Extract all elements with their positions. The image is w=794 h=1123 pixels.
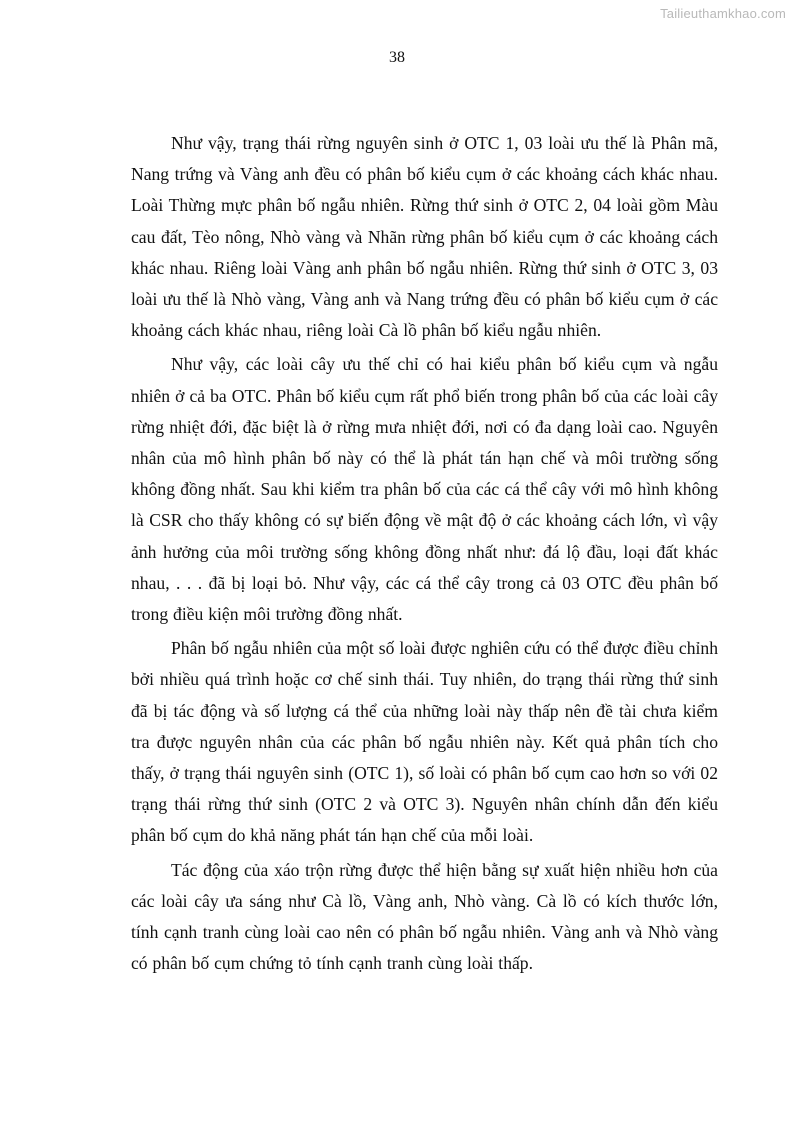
paragraph-3: Phân bố ngẫu nhiên của một số loài được nghiên cứu có thể được điều chỉnh bởi nhiều quá trình hoặc cơ chế sinh thái. Tuy nhiên, do trạng thái rừng thứ sinh đã bị tác động và số lượng cá thể của những loài này thấp nên đề tài chưa kiểm tra được nguyên nhân của các phân bố ngẫu nhiên này. Kết quả phân tích cho thấy, ở trạng thái nguyên sinh (OTC 1), số loài có phân bố cụm cao hơn so với 02 trạng thái rừng thứ sinh (OTC 2 và OTC 3). Nguyên nhân chính dẫn đến kiểu phân bố cụm do khả năng phát tán hạn chế của mỗi loài. bbox=[131, 638, 718, 846]
page-number: 38 bbox=[389, 49, 405, 66]
paragraph-1: Như vậy, trạng thái rừng nguyên sinh ở OTC 1, 03 loài ưu thế là Phân mã, Nang trứng và Vàng anh đều có phân bố kiểu cụm ở các khoảng cách khác nhau. Loài Thừng mực phân bố ngẫu nhiên. Rừng thứ sinh ở OTC 2, 04 loài gồm Màu cau đất, Tèo nông, Nhò vàng và Nhãn rừng phân bố kiểu cụm ở các khoảng cách khác nhau. Riêng loài Vàng anh phân bố ngẫu nhiên. Rừng thứ sinh ở OTC 3, 03 loài ưu thế là Nhò vàng, Vàng anh và Nang trứng đều có phân bố kiểu cụm ở các khoảng cách khác nhau, riêng loài Cà lồ phân bố kiểu ngẫu nhiên. bbox=[131, 133, 718, 341]
paragraph-2: Như vậy, các loài cây ưu thế chỉ có hai kiểu phân bố kiểu cụm và ngẫu nhiên ở cả ba OTC. Phân bố kiểu cụm rất phổ biến trong phân bố của các loài cây rừng nhiệt đới, đặc biệt là ở rừng mưa nhiệt đới, nơi có đa dạng loài cao. Nguyên nhân của mô hình phân bố này có thể là phát tán hạn chế và môi trường sống không đồng nhất. Sau khi kiểm tra phân bố của các cá thể cây với mô hình không là CSR cho thấy không có sự biến động về mật độ ở các khoảng cách lớn, vì vậy ảnh hưởng của môi trường sống không đồng nhất như: đá lộ đầu, loại đất khác nhau, . . . đã bị loại bỏ. Như vậy, các cá thể cây trong cả 03 OTC đều phân bố trong điều kiện môi trường đồng nhất. bbox=[131, 354, 718, 625]
paragraph-4: Tác động của xáo trộn rừng được thể hiện bằng sự xuất hiện nhiều hơn của các loài cây ưa sáng như Cà lồ, Vàng anh, Nhò vàng. Cà lồ có kích thước lớn, tính cạnh tranh cùng loài cao nên có phân bố ngẫu nhiên. Vàng anh và Nhò vàng có phân bố cụm chứng tỏ tính cạnh tranh cùng loài thấp. bbox=[131, 859, 718, 974]
document-body bbox=[131, 128, 718, 982]
watermark-text: Tailieuthamkhao.com bbox=[660, 6, 786, 21]
